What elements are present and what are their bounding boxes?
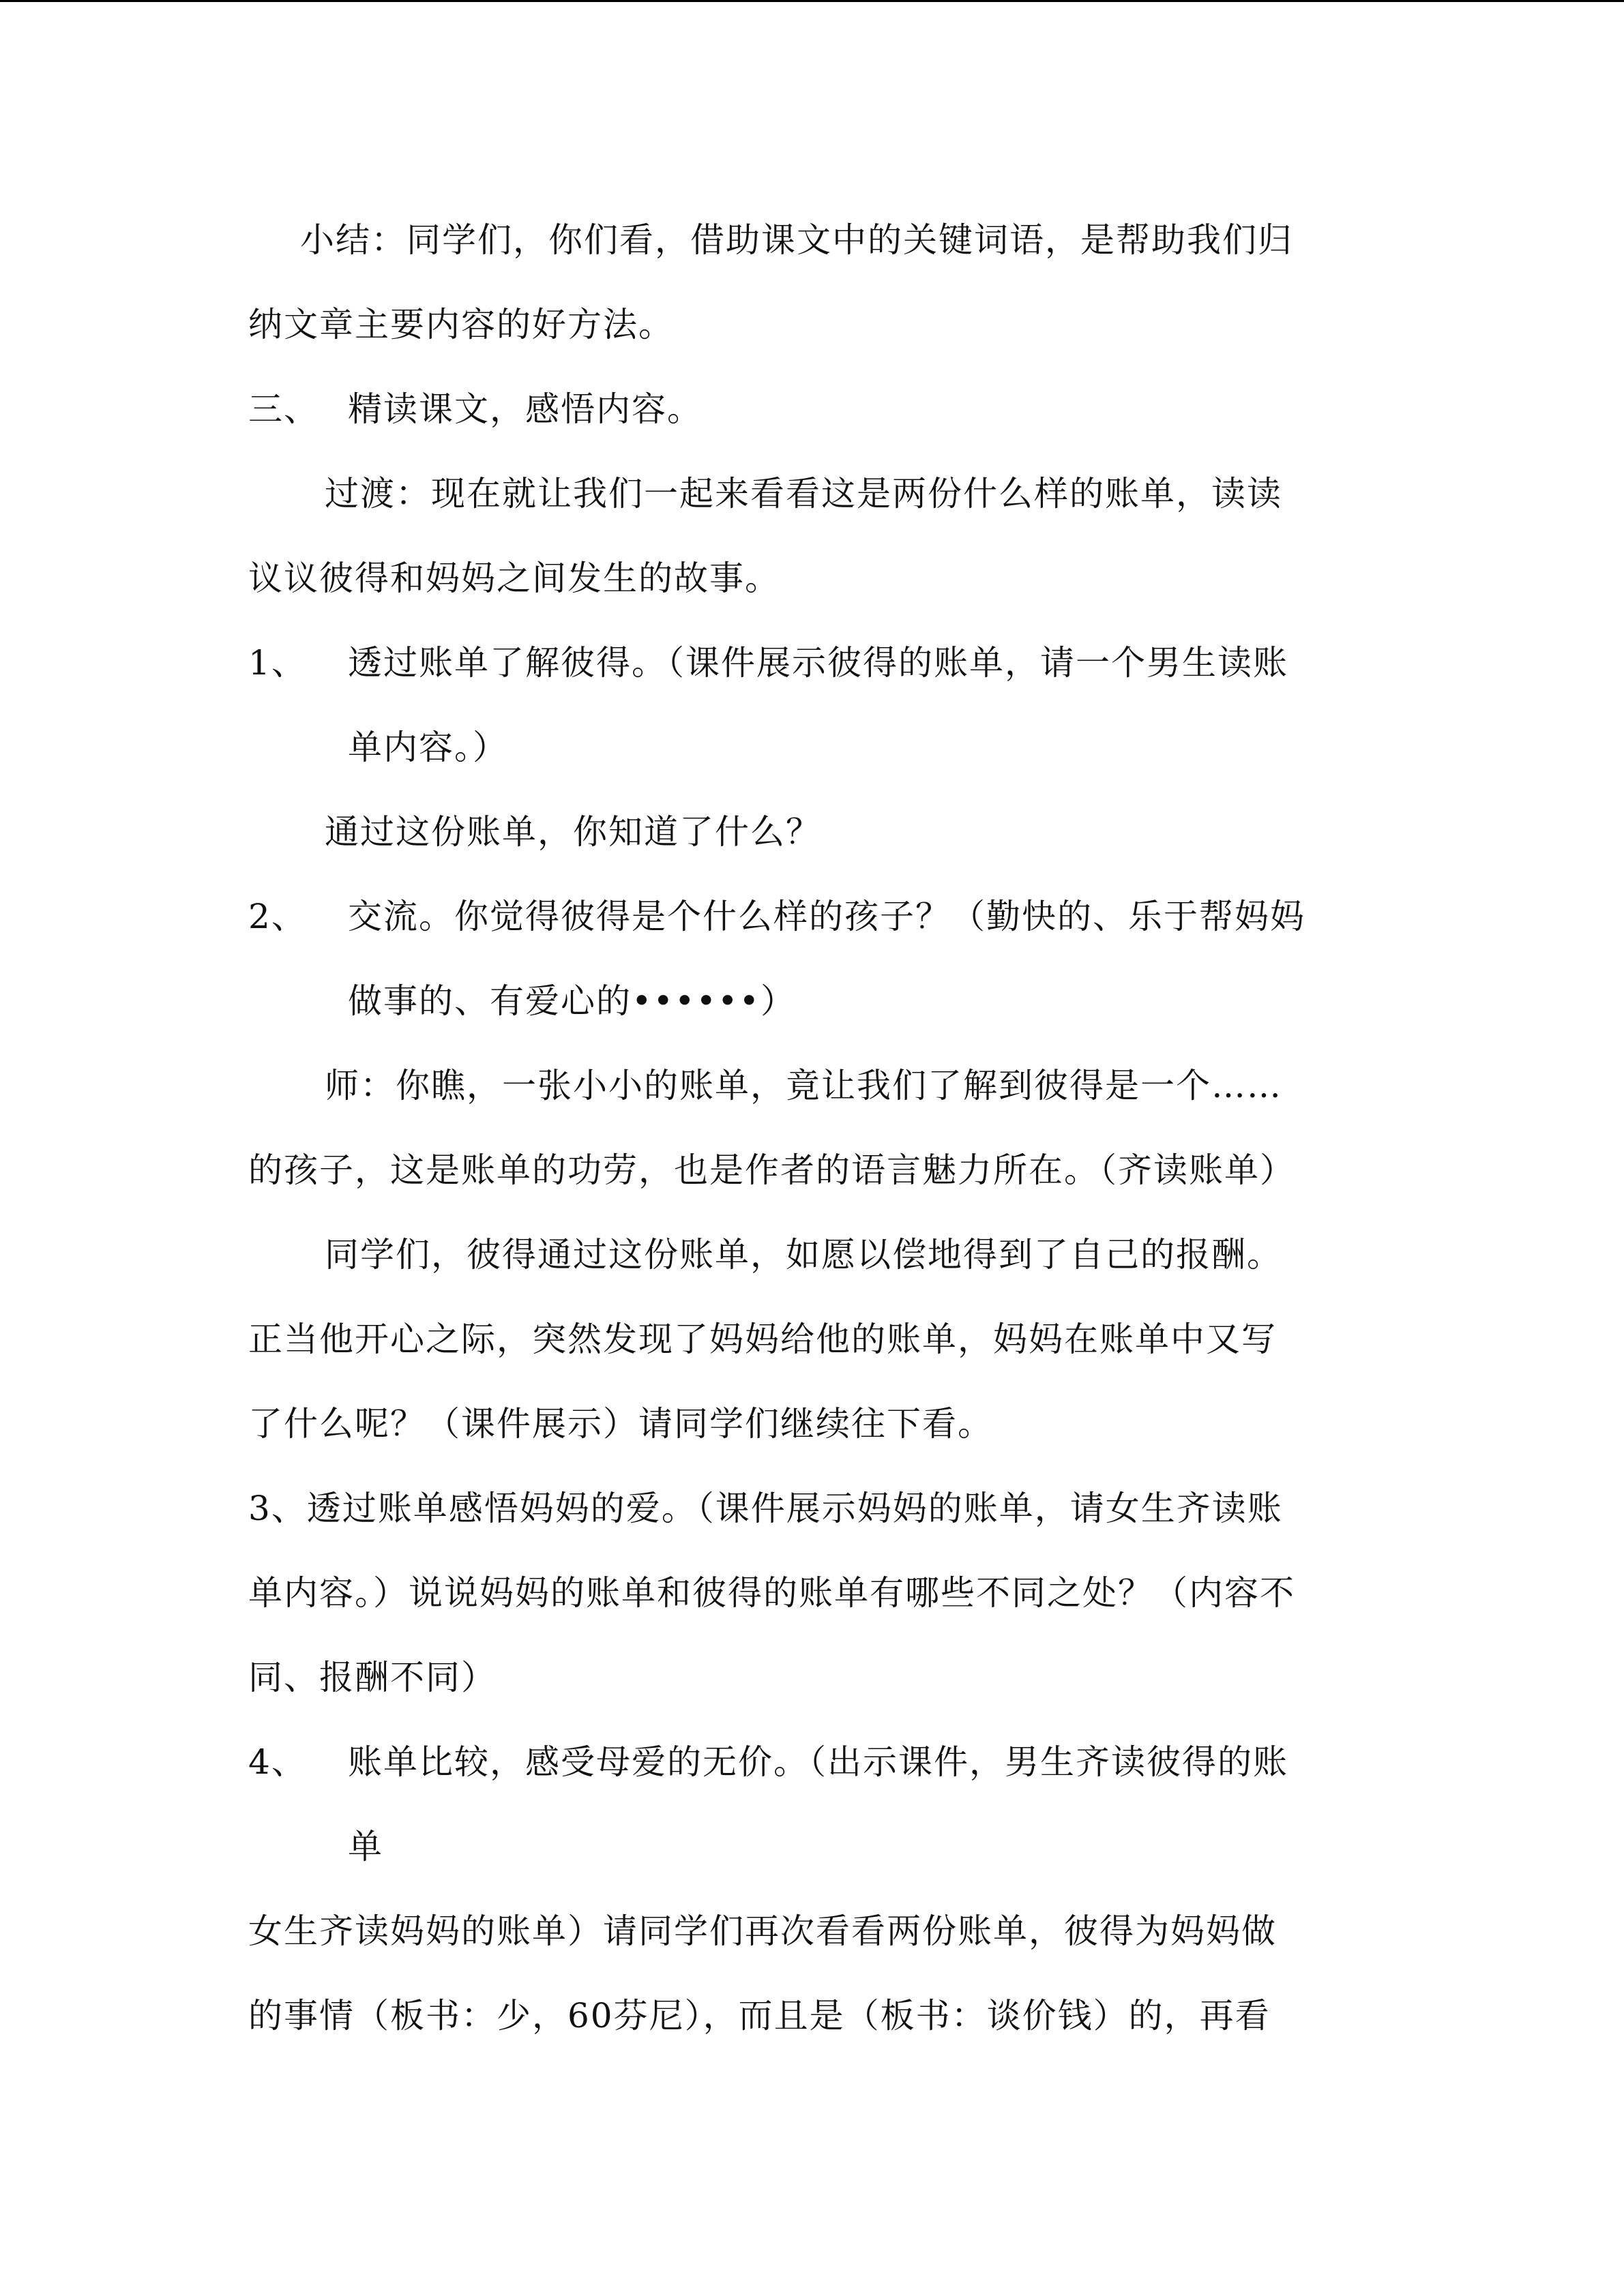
list-item-1-continuation: 单内容。） <box>348 728 508 767</box>
list-item-3-line-1: 3、透过账单感悟妈妈的爱。（课件展示妈妈的账单，请女生齐读账 <box>248 1489 1283 1528</box>
paragraph-summary-line-2: 纳文章主要内容的好方法。 <box>248 305 674 344</box>
paragraph-question: 通过这份账单，你知道了什么？ <box>325 812 821 852</box>
paragraph-students-line-3: 了什么呢？（课件展示）请同学们继续往下看。 <box>248 1404 993 1444</box>
paragraph-teacher-line-2: 的孩子，这是账单的功劳，也是作者的语言魅力所在。（齐读账单） <box>248 1150 1295 1190</box>
list-number: 4、 <box>248 1742 307 1782</box>
paragraph-transition-line-1: 过渡：现在就让我们一起来看看这是两份什么样的账单，读读 <box>325 474 1282 513</box>
section-heading-three <box>248 389 703 430</box>
list-item-2-continuation: 做事的、有爱心的••••••） <box>348 981 796 1021</box>
list-item-2 <box>248 896 1305 937</box>
list-text: 交流。你觉得彼得是个什么样的孩子？（勤快的、乐于帮妈妈 <box>348 897 1305 936</box>
section-title: 精读课文，感悟内容。 <box>348 389 703 429</box>
list-text: 账单比较，感受母爱的无价。（出示课件，男生齐读彼得的账 <box>348 1742 1288 1782</box>
section-number: 三、 <box>248 389 319 429</box>
list-item-4 <box>248 1742 1288 1783</box>
paragraph-transition-line-2: 议议彼得和妈妈之间发生的故事。 <box>248 558 780 598</box>
list-number: 1、 <box>248 643 307 683</box>
list-text: 透过账单了解彼得。（课件展示彼得的账单，请一个男生读账 <box>348 643 1288 683</box>
list-item-1 <box>248 642 1288 683</box>
list-item-3-line-3: 同、报酬不同） <box>248 1658 497 1697</box>
list-item-3-line-2: 单内容。）说说妈妈的账单和彼得的账单有哪些不同之处？（内容不 <box>248 1573 1295 1613</box>
paragraph-compare-line-1: 女生齐读妈妈的账单）请同学们再次看看两份账单，彼得为妈妈做 <box>248 1911 1277 1951</box>
paragraph-summary-line-1: 小结：同学们，你们看，借助课文中的关键词语，是帮助我们归 <box>300 220 1293 260</box>
paragraph-teacher-line-1: 师：你瞧，一张小小的账单，竟让我们了解到彼得是一个…… <box>325 1066 1282 1105</box>
paragraph-students-line-1: 同学们，彼得通过这份账单，如愿以偿地得到了自己的报酬。 <box>325 1235 1282 1274</box>
paragraph-students-line-2: 正当他开心之际，突然发现了妈妈给他的账单，妈妈在账单中又写 <box>248 1320 1277 1359</box>
paragraph-compare-line-2: 的事情（板书：少，60芬尼），而且是（板书：谈价钱）的，再看 <box>248 1996 1271 2036</box>
list-number: 2、 <box>248 897 307 936</box>
list-item-4-continuation: 单 <box>348 1827 383 1866</box>
